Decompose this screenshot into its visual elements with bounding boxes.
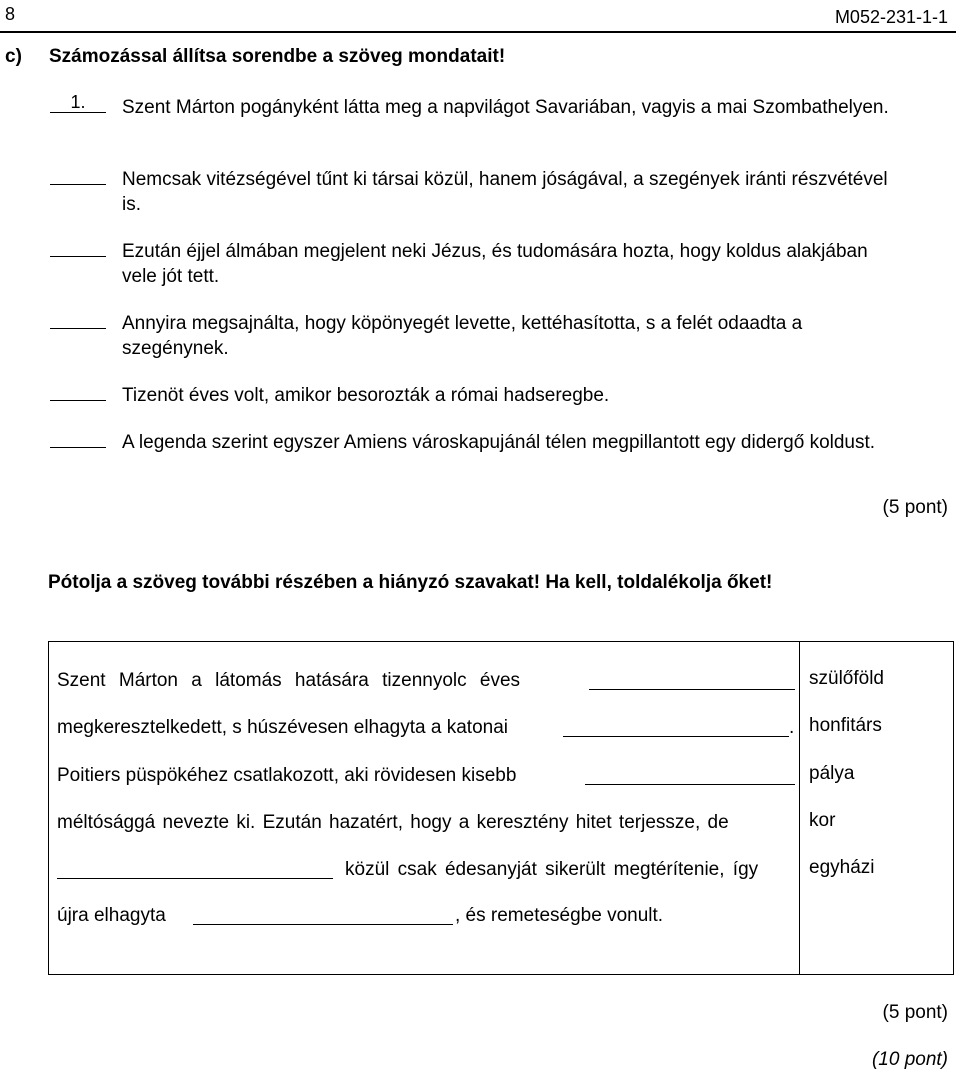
cloze-text: , és remeteségbe vonult. (455, 905, 664, 926)
sentence-text: Szent Márton pogányként látta meg a napvilágot Savariában, vagyis a mai Szombathelyen. (122, 97, 889, 118)
task-c-text: Számozással állítsa sorendbe a szöveg mondatait! (49, 46, 506, 67)
sentence-text: Ezután éjjel álmában megjelent neki Jézus, és tudomására hozta, hogy koldus alakjában vele jót tett. (122, 241, 868, 287)
document-code: M052-231-1-1 (834, 7, 948, 27)
word-bank-item: szülőföld (809, 668, 884, 689)
cloze-text: Poitiers püspökéhez csatlakozott, aki rövidesen kisebb (57, 765, 517, 786)
cloze-line (57, 811, 791, 835)
word-bank-item: honfitárs (809, 715, 882, 736)
task-letter: c) (5, 46, 22, 67)
word-bank-item: egyházi (809, 857, 875, 878)
cloze-text: közül csak édesanyját sikerült megtérítenie, így (345, 859, 759, 880)
cloze-box (48, 641, 954, 975)
order-number-field[interactable] (50, 164, 106, 185)
total-points-label: (10 pont) (871, 1049, 948, 1070)
task-c-instruction (5, 46, 505, 68)
points-label: (5 pont) (882, 1002, 948, 1023)
answer-gap[interactable] (563, 736, 789, 737)
word-bank-item: pálya (809, 763, 855, 784)
order-number-field[interactable] (50, 380, 106, 401)
answer-gap[interactable] (193, 924, 453, 925)
order-number-field[interactable] (50, 427, 106, 448)
header-rule (0, 31, 956, 33)
word-bank-item: kor (809, 810, 836, 831)
fill-task-instruction: Pótolja a szöveg további részében a hiányzó szavakat! Ha kell, toldalékolja őket! (48, 572, 773, 593)
answer-gap[interactable] (57, 878, 333, 879)
cloze-line (57, 716, 795, 740)
column-divider (799, 642, 800, 974)
sentence-text: Tizenöt éves volt, amikor besorozták a római hadseregbe. (122, 385, 610, 406)
cloze-text: Szent Márton a látomás hatására tizennyolc éves (57, 670, 521, 691)
answer-gap[interactable] (589, 689, 795, 690)
cloze-text: méltósággá nevezte ki. Ezután hazatért, hogy a keresztény hitet terjessze, de (57, 812, 729, 833)
cloze-text: . (789, 717, 795, 738)
cloze-line (57, 669, 791, 693)
cloze-line (57, 904, 791, 928)
sentence-text: Nemcsak vitézségével tűnt ki társai közül, hanem jóságával, a szegények iránti részvétével is. (122, 169, 888, 215)
page-number: 8 (5, 4, 16, 24)
cloze-text: megkeresztelkedett, s húszévesen elhagyta a katonai (57, 717, 508, 738)
points-label: (5 pont) (882, 497, 948, 518)
order-number-field[interactable] (50, 236, 106, 257)
order-number-field[interactable] (50, 308, 106, 329)
answer-gap[interactable] (585, 784, 795, 785)
cloze-line (57, 764, 791, 788)
cloze-line (57, 858, 791, 882)
sentence-text: Annyira megsajnálta, hogy köpönyegét levette, kettéhasította, s a felét odaadta a szegénynek. (122, 313, 803, 359)
cloze-text: újra elhagyta (57, 905, 166, 926)
order-number-field[interactable]: 1. (50, 92, 106, 113)
sentence-text: A legenda szerint egyszer Amiens városkapujánál télen megpillantott egy didergő koldust. (122, 432, 876, 453)
